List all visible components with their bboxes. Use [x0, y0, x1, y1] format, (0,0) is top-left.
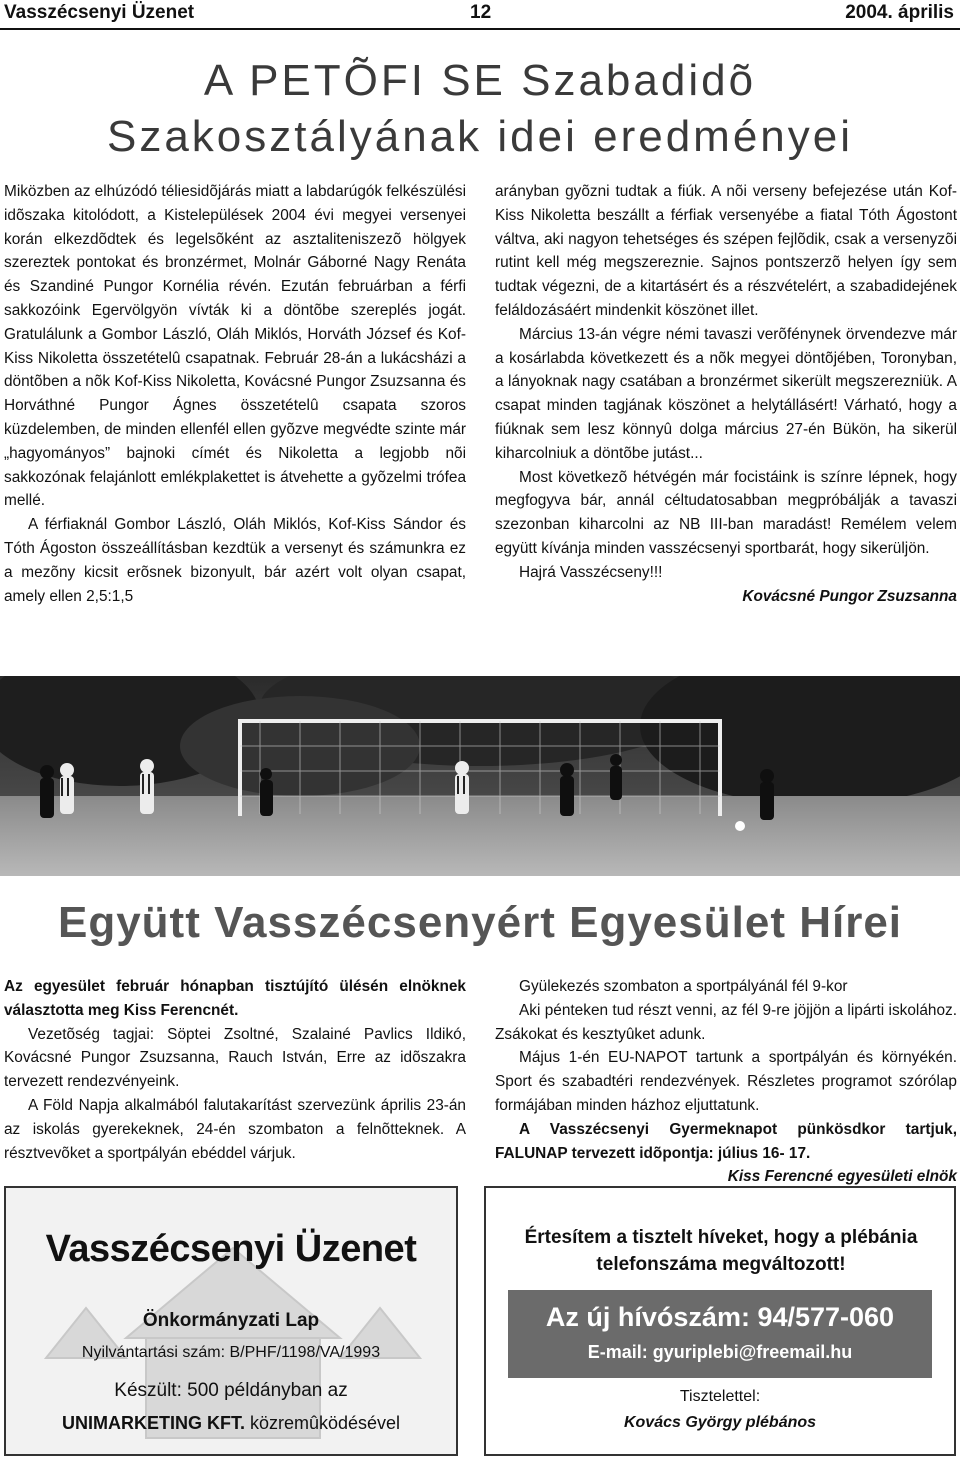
paragraph: Március 13-án végre némi tavaszi verõfénynek örvendezve már a kosárlabda következett és a nõk megyei döntõjében, Toronyban, a lányoknak nagy csatában a bronzérmet sikerült megszerezniük. A csapat minden tagjának köszönet a helytállásért! Várható, hogy a fiúknak sem lesz könnyû dolga március 27-én Bükön, ha sikerül kiharcolniuk a döntõbe jutást... — [495, 325, 957, 462]
publisher-suffix: közremûködésével — [244, 1413, 401, 1433]
paragraph: Hajrá Vasszécseny!!! — [519, 563, 663, 581]
newspaper-name: Vasszécsenyi Üzenet — [4, 2, 195, 23]
paragraph: Gyülekezés szombaton a sportpályánál fél 9-kor — [519, 978, 848, 995]
parish-notice-text: Értesítem a tisztelt híveket, hogy a plébánia telefonszáma megváltozott! — [524, 1227, 918, 1275]
football-match-photo — [0, 676, 960, 876]
regards-text: Tisztelettel: — [679, 1388, 761, 1405]
masthead-box — [4, 1186, 458, 1456]
paragraph: Vezetõség tagjai: Söptei Zsoltné, Szalainé Pavlics Ildikó, Kovácsné Pungor Zsuzsanna, Rauch István, Erre az idõszakra tervezett rendezvényeink. — [4, 1025, 466, 1091]
print-run: Készült: 500 példányban az — [114, 1380, 348, 1401]
article1-column-left — [4, 180, 466, 608]
paragraph-bold: A Vasszécsenyi Gyermeknapot pünkösdkor tartjuk, FALUNAP tervezett idõpontja: július 16- 17. — [495, 1120, 957, 1162]
article2-column-right — [495, 975, 957, 1189]
masthead-title: Vasszécsenyi Üzenet — [45, 1228, 417, 1270]
publisher-line — [6, 1413, 456, 1434]
photo-graphic — [0, 676, 960, 876]
paragraph: Május 1-én EU-NAPOT tartunk a sportpályán és környékén. Sport és szabadtéri rendezvények. Részletes programot szórólap formájában minden házhoz eljuttatunk. — [495, 1049, 957, 1114]
issue-date: 2004. április — [845, 2, 954, 23]
article2-signature: Kiss Ferencné egyesületi elnök — [727, 1168, 957, 1186]
paragraph: Aki pénteken tud részt venni, az fél 9-re jöjjön a lipárti iskolához. Zsákokat és kesztyûket adunk. — [495, 1001, 957, 1043]
registration-number: Nyilvántartási szám: B/PHF/1198/VA/1993 — [81, 1344, 381, 1361]
new-phone-number: Az új hívószám: 94/577-060 — [545, 1302, 895, 1332]
publisher-name: UNIMARKETING KFT. — [61, 1413, 245, 1433]
masthead-subtitle: Önkormányzati Lap — [142, 1310, 320, 1331]
article-title-line-2: Szakosztályának idei eredményei — [106, 112, 854, 161]
parish-notice-box — [484, 1186, 956, 1456]
article2-title: Együtt Vasszécsenyért Egyesület Hírei — [57, 898, 903, 947]
page-number: 12 — [470, 2, 492, 23]
article1-signature: Kovácsné Pungor Zsuzsanna — [742, 587, 957, 605]
paragraph: Miközben az elhúzódó téliesidõjárás miatt a labdarúgók felkészülési idõszaka kitolódott, a Kistelepülések 2004 évi megyei versenyei korán elkezdõdtek és legelsõként az asztaliteniszezõ hölgyek szereztek pontokat és bronzérmet, Molnár Gáborné Nagy Renáta és Szandiné Pungor Kornélia révén. Ezután februárban a férfi sakkozóink Egervölgyön vívták ki a döntõbe szereplés jogát. Gratulálunk a Gombor László, Oláh Miklós, Horváth József és Kof-Kiss Nikoletta összetételû csapatnak. Február 28-án a lukácsházi a döntõben a nõk Kof-Kiss Nikoletta, Kovácsné Pungor Zsuzsanna és Horváthné Pungor Ágnes összetételû csapata szoros küzdelemben, de minden ellenfél ellen gyõzve megvédte szinte már „hagyományos” bajnoki címét és Nikoletta a legjobb nõi sakkozónak felajánlott emlékplakettet is átvehette a gyõzelmi trófea mellé. — [4, 183, 466, 510]
paragraph: Most következõ hétvégén már focistáink is színre lépnek, hogy megfogyva bár, annál céltudatosabban megpróbálják a tavaszi szezonban kiharcolni az NB III-ban maradást! Remélem velem együtt kívánja minden vasszécsenyi sportbarát, hogy sikerüljön. — [495, 468, 957, 557]
article2-column-left — [4, 975, 466, 1165]
paragraph: arányban gyõzni tudtak a fiúk. A nõi verseny befejezése után Kof-Kiss Nikoletta beszállt a férfiak versenyébe a fiatal Tóth Ágostont váltva, aki nagyon tehetséges és szépen fejlõdik, csak a versenyzõi rutint kell még megszereznie. Sajnos pontszerzõ helyen így sem tudtak végezni, de a kitartásért és a részvételért, a szabadidejének feláldozásáért mindenkit köszönet illet. — [495, 183, 957, 319]
article1-column-right — [495, 180, 957, 608]
header-rule — [0, 28, 960, 30]
parish-signature: Kovács György plébános — [623, 1414, 817, 1431]
parish-email: E-mail: gyuriplebi@freemail.hu — [587, 1342, 853, 1362]
article2-lead: Az egyesület február hónapban tisztújító ülésén elnöknek választotta meg Kiss Ferencnét. — [4, 978, 466, 1019]
paragraph: A Föld Napja alkalmából falutakarítást szervezünk április 23-án az iskolás gyerekeknek, 24-én szombaton a felnõtteknek. A résztvevõket a sportpályán ebéddel várjuk. — [4, 1096, 466, 1162]
article-title-line-1: A PETÕFI SE Szabadidõ — [203, 56, 757, 105]
paragraph: A férfiaknál Gombor László, Oláh Miklós, Kof-Kiss Sándor és Tóth Ágoston összeállításban kezdtük a versenyt és számunkra ez a mezõny kicsit erõsnek bizonyult, bár azért volt olyan csapat, amely ellen 2,5:1,5 — [4, 516, 466, 605]
